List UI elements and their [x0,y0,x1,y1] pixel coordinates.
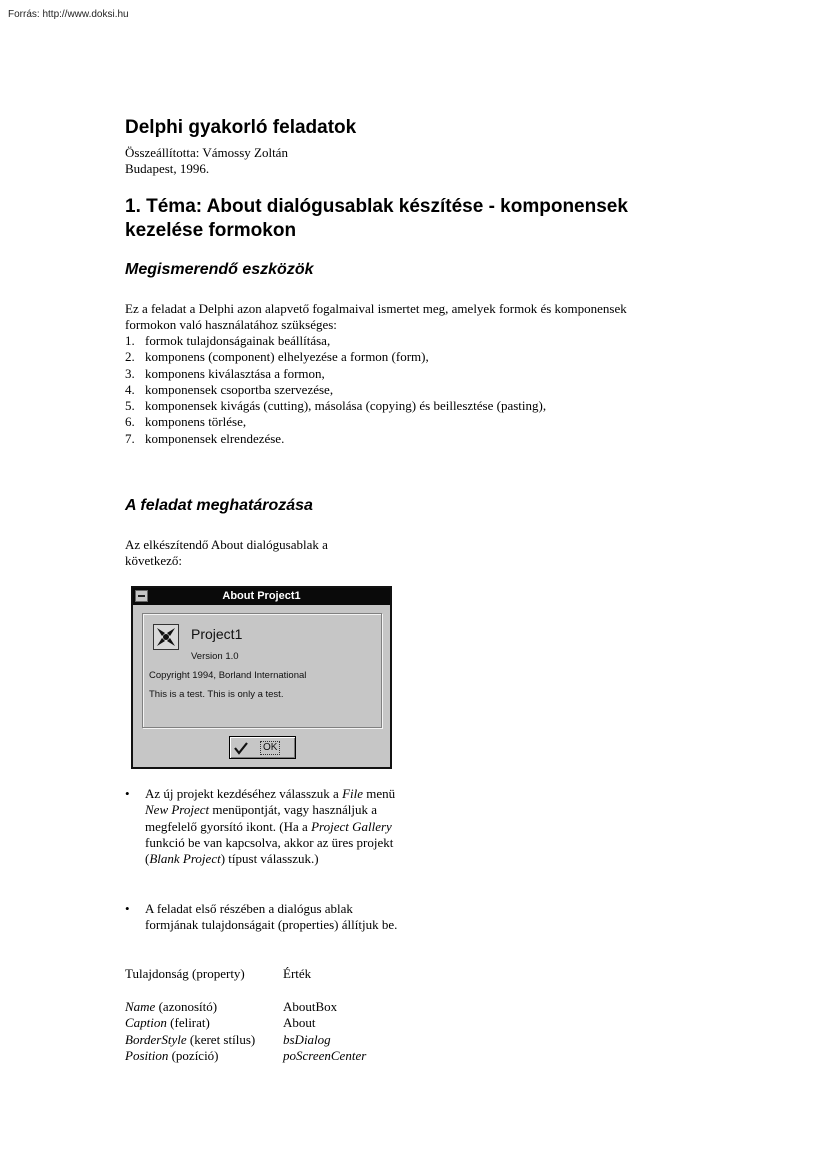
version-label: Version 1.0 [191,651,239,662]
value-header: Érték [283,966,312,981]
dialog-title: About Project1 [222,590,301,602]
list-item: 1. formok tulajdonságainak beállítása, [125,333,331,348]
properties-header [125,966,311,982]
list-item: 7. komponensek elrendezése. [125,430,285,446]
bullet-icon: • [125,786,130,801]
table-row: Caption (felirat) About [125,1015,316,1031]
compiled-by: Összeállította: Vámossy Zoltán [125,145,288,160]
table-row: Name (azonosító) AboutBox [125,999,338,1014]
table-row: BorderStyle (keret stílus) bsDialog [125,1031,331,1047]
table-row: Position (pozíció) poScreenCenter [125,1047,367,1063]
task-intro: Az elkészítendő About dialógusablak a következő: [125,537,328,569]
list-item: 6. komponens törlése, [125,414,247,430]
list-item: 5. komponensek kivágás (cutting), másolása (copying) és beillesztése (pasting), [125,398,547,414]
tools-list [125,333,546,447]
property-header: Tulajdonság (property) [125,966,245,981]
ok-button[interactable] [229,736,296,759]
instruction-list [125,786,400,867]
list-item: • Az új projekt kezdéséhez válasszuk a File menü New Project menüpontját, vagy használjuk a megfelelő gyorsító ikont. (Ha a Project Gallery funkció be van kapcsolva, akkor az üres projekt (Blank Project) típust válasszuk.) [125,786,396,867]
list-item: 3. komponens kiválasztása a formon, [125,365,325,381]
comments-label: This is a test. This is only a test. [149,689,284,700]
check-icon [233,740,249,756]
product-icon [153,624,179,650]
source-note: Forrás: http://www.doksi.hu [8,9,129,20]
ok-label: OK [260,741,280,755]
place-date: Budapest, 1996. [125,161,210,176]
copyright-label: Copyright 1994, Borland International [149,670,307,681]
about-dialog [131,586,392,769]
properties-table [125,999,366,1064]
topic-heading: 1. Téma: About dialógusablak készítése - komponensek kezelése formokon [125,196,628,241]
document-title: Delphi gyakorló feladatok [125,117,357,138]
list-item: 2. komponens (component) elhelyezése a formon (form), [125,349,429,365]
task-heading: A feladat meghatározása [125,497,313,514]
dialog-title-bar [133,588,390,605]
bullet-icon: • [125,901,130,916]
product-name: Project1 [191,626,243,642]
list-item: • A feladat első részében a dialógus ablak formjának tulajdonságait (properties) állítjuk be. [125,901,398,933]
tools-heading: Megismerendő eszközök [125,261,314,278]
tools-intro: Ez a feladat a Delphi azon alapvető fogalmaival ismertet meg, amelyek formok és komponensek formokon való használatához szükséges: [125,301,627,333]
list-item: 4. komponensek csoportba szervezése, [125,381,334,397]
system-menu-icon[interactable] [135,590,148,602]
instruction-list-2 [125,901,400,934]
info-panel [142,613,382,728]
